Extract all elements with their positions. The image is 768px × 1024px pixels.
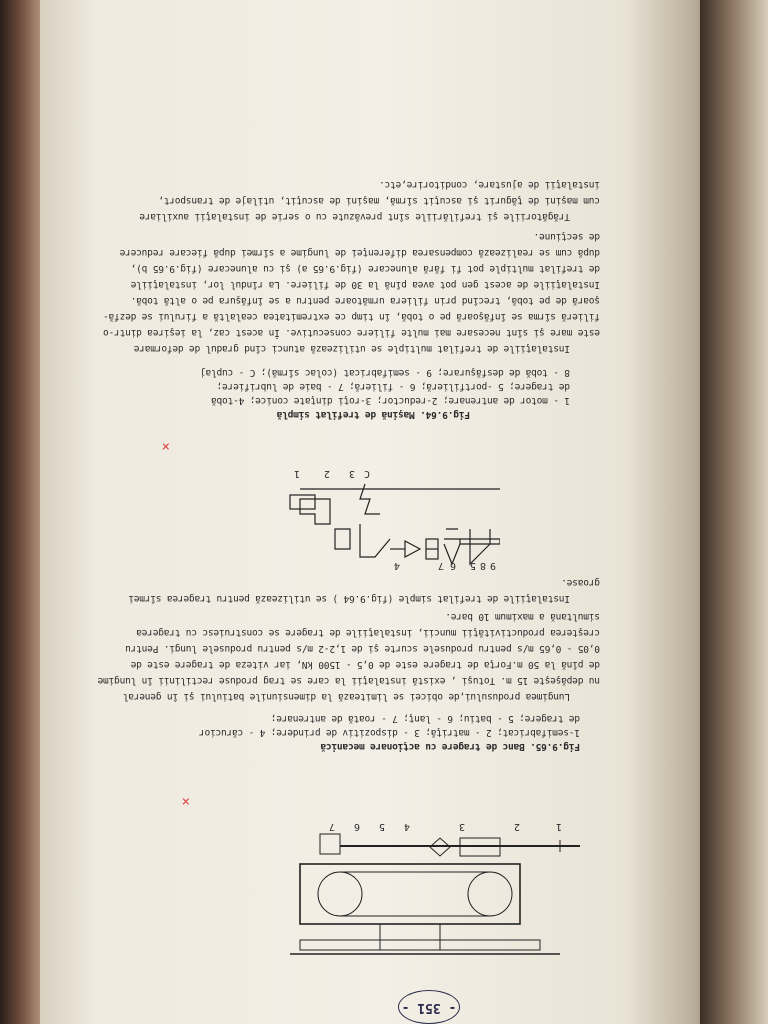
text-line: Trăgătoriile şi trefilăriile sînt prevăzute cu o serie de instalaţii auxiliare (139, 211, 570, 222)
text-line: instalaţii de ajustare, conditorire,etc. (379, 179, 600, 190)
fig65-label: 5 (378, 821, 385, 832)
fig64-label: C (363, 468, 370, 479)
fig64-label: 6 (449, 560, 456, 571)
caption-line: de tragere; 5 - batiu; 6 - lanţ; 7 - roată de antrenare; (270, 713, 580, 724)
text-line: simultană a maximum 10 bare. (445, 611, 600, 622)
red-pencil-mark: × (161, 438, 170, 454)
text-line: de trefilat multiple pot fi fără alunecare (fig.9.65 a) şi cu alunecare (fig.9.65 b), (130, 263, 600, 274)
fig65-label: 6 (353, 821, 360, 832)
figure-9-65 (280, 814, 580, 964)
figure-9-64 (280, 449, 500, 569)
fig64-label: 3 (348, 468, 355, 479)
text-line: Lungimea produsului,de obicei se limitează la dimensiunile batiului şi în general (122, 691, 570, 702)
page-number: - 351 - (398, 990, 460, 1024)
text-line: Instalaţiile de acest gen pot avea pînă la 30 de filiere. La rîndul lor, instalaţiile (130, 279, 600, 290)
text-line: Instalaţiile de trefilat multiple se utilizează atunci cînd gradul de deformare (133, 343, 570, 354)
fig65-label: 1 (555, 821, 562, 832)
caption-line: 1-semifabricat; 2 - matriţă; 3 - dispozitiv de prindere; 4 - cărucior (199, 727, 580, 738)
text-line: este mare şi sînt necesare mai multe filiere consecutive. În acest caz, la ieşirea dintr-o (103, 327, 600, 338)
fig64-label: 2 (323, 468, 330, 479)
text-line: Instalaţiile de trefilat simple (fig.9.64 ) se utilizează pentru tragerea sîrmei (128, 593, 570, 604)
text-line: şoară de pe tobă, trecînd prin filiera următoare pentru a se înfăşura pe o altă tobă. (130, 295, 600, 306)
text-line: de pînă la 50 m.Forţa de tragere este de 0,5 - 1500 kN, iar viteza de tragere este de (130, 659, 600, 670)
text-line: groase. (561, 577, 600, 588)
fig64-label: 7 (437, 560, 444, 571)
text-line: nu depăşeşte 15 m. Totuşi , există instalaţii la care se trag produse rectilinii în lungime (97, 675, 600, 686)
caption-line: 8 - tobă de desfăşurare; 9 - semifabricat (colac sîrmă); C - cuplaj (200, 367, 570, 378)
page-content-upside-down (40, 0, 730, 1024)
text-line: după cum se realizează compensarea diferenţei de lungime a sîrmei după fiecare reducere (119, 247, 600, 258)
fig64-label: 9 (489, 560, 496, 571)
text-line: filieră sîrma se înfăşoară pe o tobă, în timp ce extremitatea cealaltă a firului se dezfă- (103, 311, 600, 322)
caption-line: de tragere; 5 -portfilieră; 6 - filieră; 7 - baie de lubrifiere; (216, 381, 570, 392)
fig64-label: 1 (293, 468, 300, 479)
caption-line: 1 - motor de antrenare; 2-reductor; 3-roţi dinţate conice; 4-tobă (211, 395, 570, 406)
fig65-label: 7 (328, 821, 335, 832)
text-line: cum maşini de ţăgurit şi ascuţit sîrmă, maşini de ascuţit, utilaje de transport, (158, 195, 600, 206)
caption-line: Fig.9.64. Maşină de trefilat simplă (276, 409, 470, 420)
red-pencil-mark: × (181, 793, 190, 809)
fig65-label: 2 (513, 821, 520, 832)
fig65-label: 3 (458, 821, 465, 832)
fig64-label: 4 (393, 560, 400, 571)
fig64-label: 5 (469, 560, 476, 571)
text-line: 0,05 - 0,65 m/s pentru produsele scurte şi de 1,2-2 m/s pentru produsele lungi. Pentru (125, 643, 600, 654)
caption-line: Fig.9.65. Banc de tragere cu acţionare mecanică (320, 741, 580, 752)
text-line: de secţiune. (533, 231, 600, 242)
fig65-label: 4 (403, 821, 410, 832)
fig64-label: 8 (479, 560, 486, 571)
text-line: creşterea productivităţii muncii, instalaţiile de tragere se construiesc cu tragerea (136, 627, 600, 638)
